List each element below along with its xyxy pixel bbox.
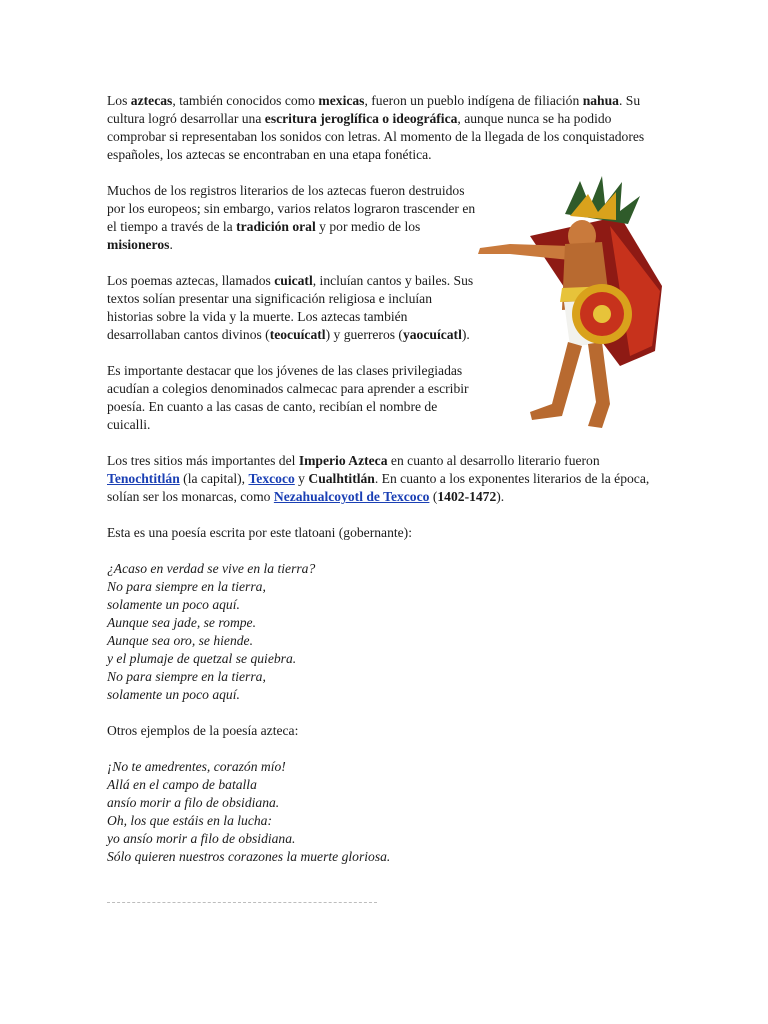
link-nezahualcoyotl[interactable]: Nezahualcoyotl de Texcoco <box>273 489 430 504</box>
poem-line: Sólo quieren nuestros corazones la muerte gloriosa. <box>107 849 391 864</box>
text: , aunque nunca se ha podido comprobar si representaban los sonidos con letras. Al momento de la llegada de los conquistadores españoles, los aztecas se encontraban en una etapa fonética. <box>107 111 645 162</box>
text: Es importante destacar que los jóvenes de las clases privilegiadas acudían a colegios denominados calmecac para aprender a escribir poesía. En cuanto a las casas de canto, recibían el nombre de cuicalli. <box>107 363 469 432</box>
left-leg <box>530 342 582 420</box>
text: Muchos de los registros literarios de los aztecas fueron destruidos por los europeos; sin embargo, varios relatos lograron trascender en el tiempo a través de la <box>107 183 476 234</box>
bold-term: misioneros <box>107 237 170 252</box>
text: Otros ejemplos de la poesía azteca: <box>107 723 299 738</box>
text-column-beside-image <box>107 182 479 434</box>
text: (la capital), <box>179 471 249 486</box>
poem-nezahualcoyotl <box>107 560 655 704</box>
bold-term: Imperio Azteca <box>298 453 388 468</box>
text: , también conocidos como <box>172 93 319 108</box>
paragraph-otros-ejemplos <box>107 722 655 740</box>
poem-line: solamente un poco aquí. <box>107 687 240 702</box>
poem-line: Aunque sea jade, se rompe. <box>107 615 256 630</box>
paragraph-intro <box>107 92 655 164</box>
bold-term: aztecas <box>130 93 173 108</box>
poem-line: No para siempre en la tierra, <box>107 669 266 684</box>
right-leg <box>588 342 610 428</box>
paragraph-registros <box>107 182 479 254</box>
text: Los poemas aztecas, llamados <box>107 273 275 288</box>
poem-azteca <box>107 758 655 866</box>
text: Los tres sitios más importantes del <box>107 453 299 468</box>
text: y <box>294 471 309 486</box>
paragraph-sitios <box>107 452 655 506</box>
paragraph-poemas <box>107 272 479 344</box>
poem-line: solamente un poco aquí. <box>107 597 240 612</box>
text: y por medio de los <box>315 219 421 234</box>
paragraph-calmecac <box>107 362 479 434</box>
text: ( <box>429 489 438 504</box>
text: . <box>169 237 173 252</box>
bold-term: escritura jeroglífica o ideográfica <box>264 111 458 126</box>
poem-line: y el plumaje de quetzal se quiebra. <box>107 651 297 666</box>
shield-center <box>593 305 611 323</box>
poem-line: Aunque sea oro, se hiende. <box>107 633 253 648</box>
bold-term: cuicatl <box>274 273 313 288</box>
text: Los <box>107 93 131 108</box>
poem-line: Allá en el campo de batalla <box>107 777 257 792</box>
text: . En cuanto a los exponentes literarios de la época, solían ser los monarcas, como <box>107 471 650 504</box>
paragraph-intro-poema <box>107 524 655 542</box>
text: ). <box>461 327 470 342</box>
text: . Su cultura logró desarrollar una <box>107 93 641 126</box>
bold-term: Cualhtitlán <box>308 471 375 486</box>
poem-line: ¡No te amedrentes, corazón mío! <box>107 759 286 774</box>
poem-line: Oh, los que estáis en la lucha: <box>107 813 272 828</box>
poem-line: ansío morir a filo de obsidiana. <box>107 795 280 810</box>
bold-term: yaocuícatl <box>402 327 462 342</box>
aztec-warrior-illustration <box>470 176 665 438</box>
footer-dotted-separator <box>107 902 377 903</box>
bold-term: teocuícatl <box>269 327 326 342</box>
text: ). <box>496 489 505 504</box>
bold-term: mexicas <box>318 93 365 108</box>
link-texcoco[interactable]: Texcoco <box>248 471 295 486</box>
text: , incluían cantos y bailes. Sus textos solían presentar una significación religiosa e incluían historias sobre la vida y la muerte. Los aztecas también desarrollaban cantos divinos ( <box>107 273 474 342</box>
link-tenochtitlan[interactable]: Tenochtitlán <box>107 471 180 486</box>
pointing-arm <box>478 244 570 260</box>
text: en cuanto al desarrollo literario fueron <box>387 453 600 468</box>
bold-term: nahua <box>582 93 619 108</box>
bold-term: tradición oral <box>236 219 316 234</box>
text: , fueron un pueblo indígena de filiación <box>364 93 583 108</box>
bold-term: 1402-1472 <box>437 489 497 504</box>
poem-line: ¿Acaso en verdad se vive en la tierra? <box>107 561 316 576</box>
text: ) y guerreros ( <box>325 327 403 342</box>
poem-line: yo ansío morir a filo de obsidiana. <box>107 831 296 846</box>
text: Esta es una poesía escrita por este tlatoani (gobernante): <box>107 525 412 540</box>
poem-line: No para siempre en la tierra, <box>107 579 266 594</box>
